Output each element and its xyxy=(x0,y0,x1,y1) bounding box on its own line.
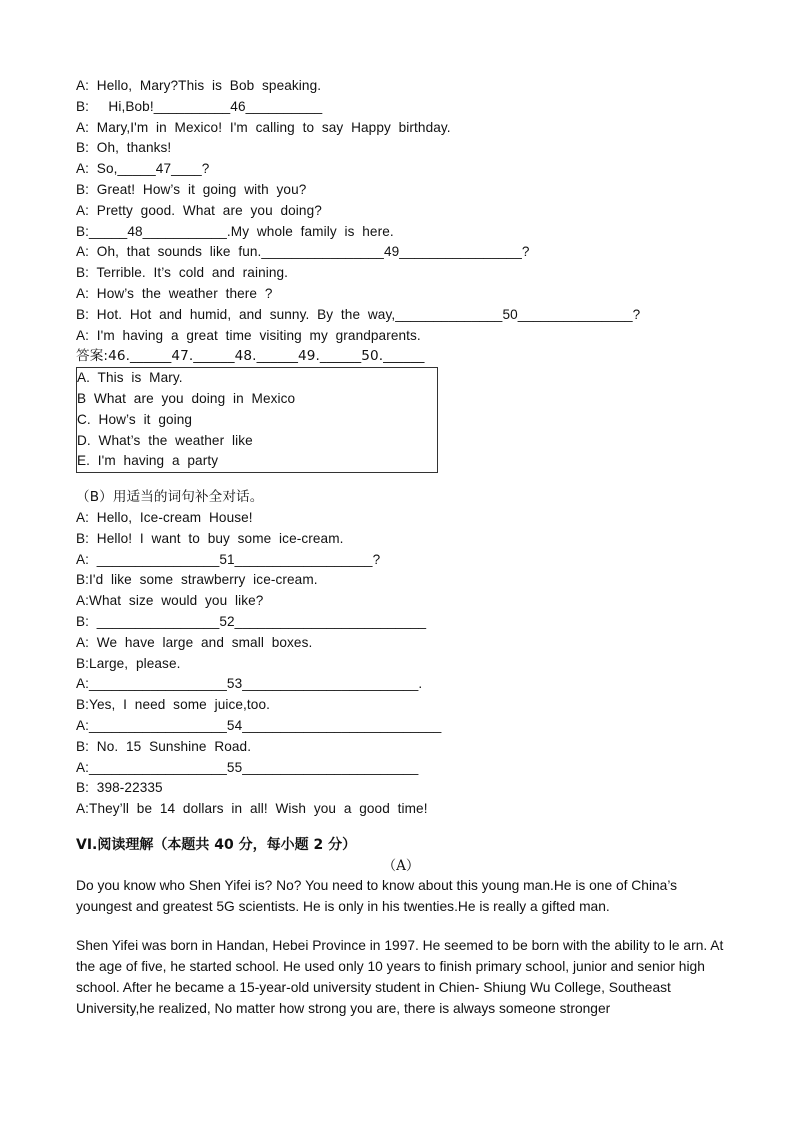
dialogue-line: A: Pretty good. What are you doing? xyxy=(76,202,322,218)
options-box-a xyxy=(76,367,438,473)
dialogue-line: A: Oh, that sounds like fun.________________49________________? xyxy=(76,244,530,260)
dialogue-line: B: No. 15 Sunshine Road. xyxy=(76,738,252,754)
dialogue-line: B: Great! How’s it going with you? xyxy=(76,181,307,197)
dialogue-line: A: ________________51__________________? xyxy=(76,551,381,567)
dialogue-line: A: I'm having a great time visiting my grandparents. xyxy=(76,327,421,343)
passage-paragraph: Shen Yifei was born in Handan, Hebei Province in 1997. He seemed to be born with the ability to le arn. At the age of five, he started school. He used only 10 years to finish primary school, junior and senior high school. After he became a 15-year-old university student in Chien- Shiung Wu College, Southeast University,he realized, No matter how strong you are, there is always someone stronger xyxy=(76,938,724,1016)
dialogue-line: B:Large, please. xyxy=(76,655,181,671)
dialogue-line: A: Hello, Ice-cream House! xyxy=(76,509,253,525)
dialogue-line: B:_____48___________.My whole family is here. xyxy=(76,223,394,239)
dialogue-line: A: Mary,I'm in Mexico! I'm calling to say Happy birthday. xyxy=(76,119,451,135)
dialogue-line: B: Oh, thanks! xyxy=(76,140,172,156)
option-item: D. What’s the weather like xyxy=(77,432,253,448)
dialogue-line: A:They’ll be 14 dollars in all! Wish you a good time! xyxy=(76,801,428,817)
option-item: C. How’s it going xyxy=(77,411,193,427)
dialogue-a xyxy=(76,76,726,346)
answer-line-a: 答案:46.______47.______48.______49.______50.______ xyxy=(76,348,425,365)
dialogue-line: A: We have large and small boxes. xyxy=(76,634,313,650)
dialogue-line: B: 398-22335 xyxy=(76,780,163,796)
dialogue-line: A: Hello, Mary?This is Bob speaking. xyxy=(76,78,322,93)
dialogue-line: A: So,_____47____? xyxy=(76,161,210,177)
dialogue-line: A: How’s the weather there ? xyxy=(76,285,273,301)
dialogue-line: B: Terrible. It’s cold and raining. xyxy=(76,265,289,281)
dialogue-line: B:I'd like some strawberry ice-cream. xyxy=(76,572,318,588)
dialogue-b xyxy=(76,508,726,820)
dialogue-line: B:Yes, I need some juice,too. xyxy=(76,697,270,713)
section-b-title: （B）用适当的词句补全对话。 xyxy=(76,489,264,506)
passage-label: （A） xyxy=(382,857,420,874)
option-item: E. I'm having a party xyxy=(77,453,219,469)
reading-heading: VI.阅读理解（本题共 40 分，每小题 2 分） xyxy=(76,836,357,853)
passage-paragraph: Do you know who Shen Yifei is? No? You need to know about this young man.He is one of China’s youngest and greatest 5G scientists. He is only in his twenties.He is really a gifted man. xyxy=(76,877,678,914)
dialogue-line: A:__________________53_______________________. xyxy=(76,676,423,692)
dialogue-line: B: Hello! I want to buy some ice-cream. xyxy=(76,530,344,546)
dialogue-line: A:__________________54__________________________ xyxy=(76,717,442,733)
option-item: B What are you doing in Mexico xyxy=(77,390,296,406)
dialogue-line: A:What size would you like? xyxy=(76,593,264,609)
worksheet-page xyxy=(76,76,726,1020)
dialogue-line: B: Hot. Hot and humid, and sunny. By the way,______________50_______________? xyxy=(76,306,641,322)
option-item: A. This is Mary. xyxy=(77,370,183,386)
dialogue-line: B: Hi,Bob!__________46__________ xyxy=(76,98,323,114)
dialogue-line: A:__________________55_______________________ xyxy=(76,759,419,775)
dialogue-line: B: ________________52_________________________ xyxy=(76,613,427,629)
